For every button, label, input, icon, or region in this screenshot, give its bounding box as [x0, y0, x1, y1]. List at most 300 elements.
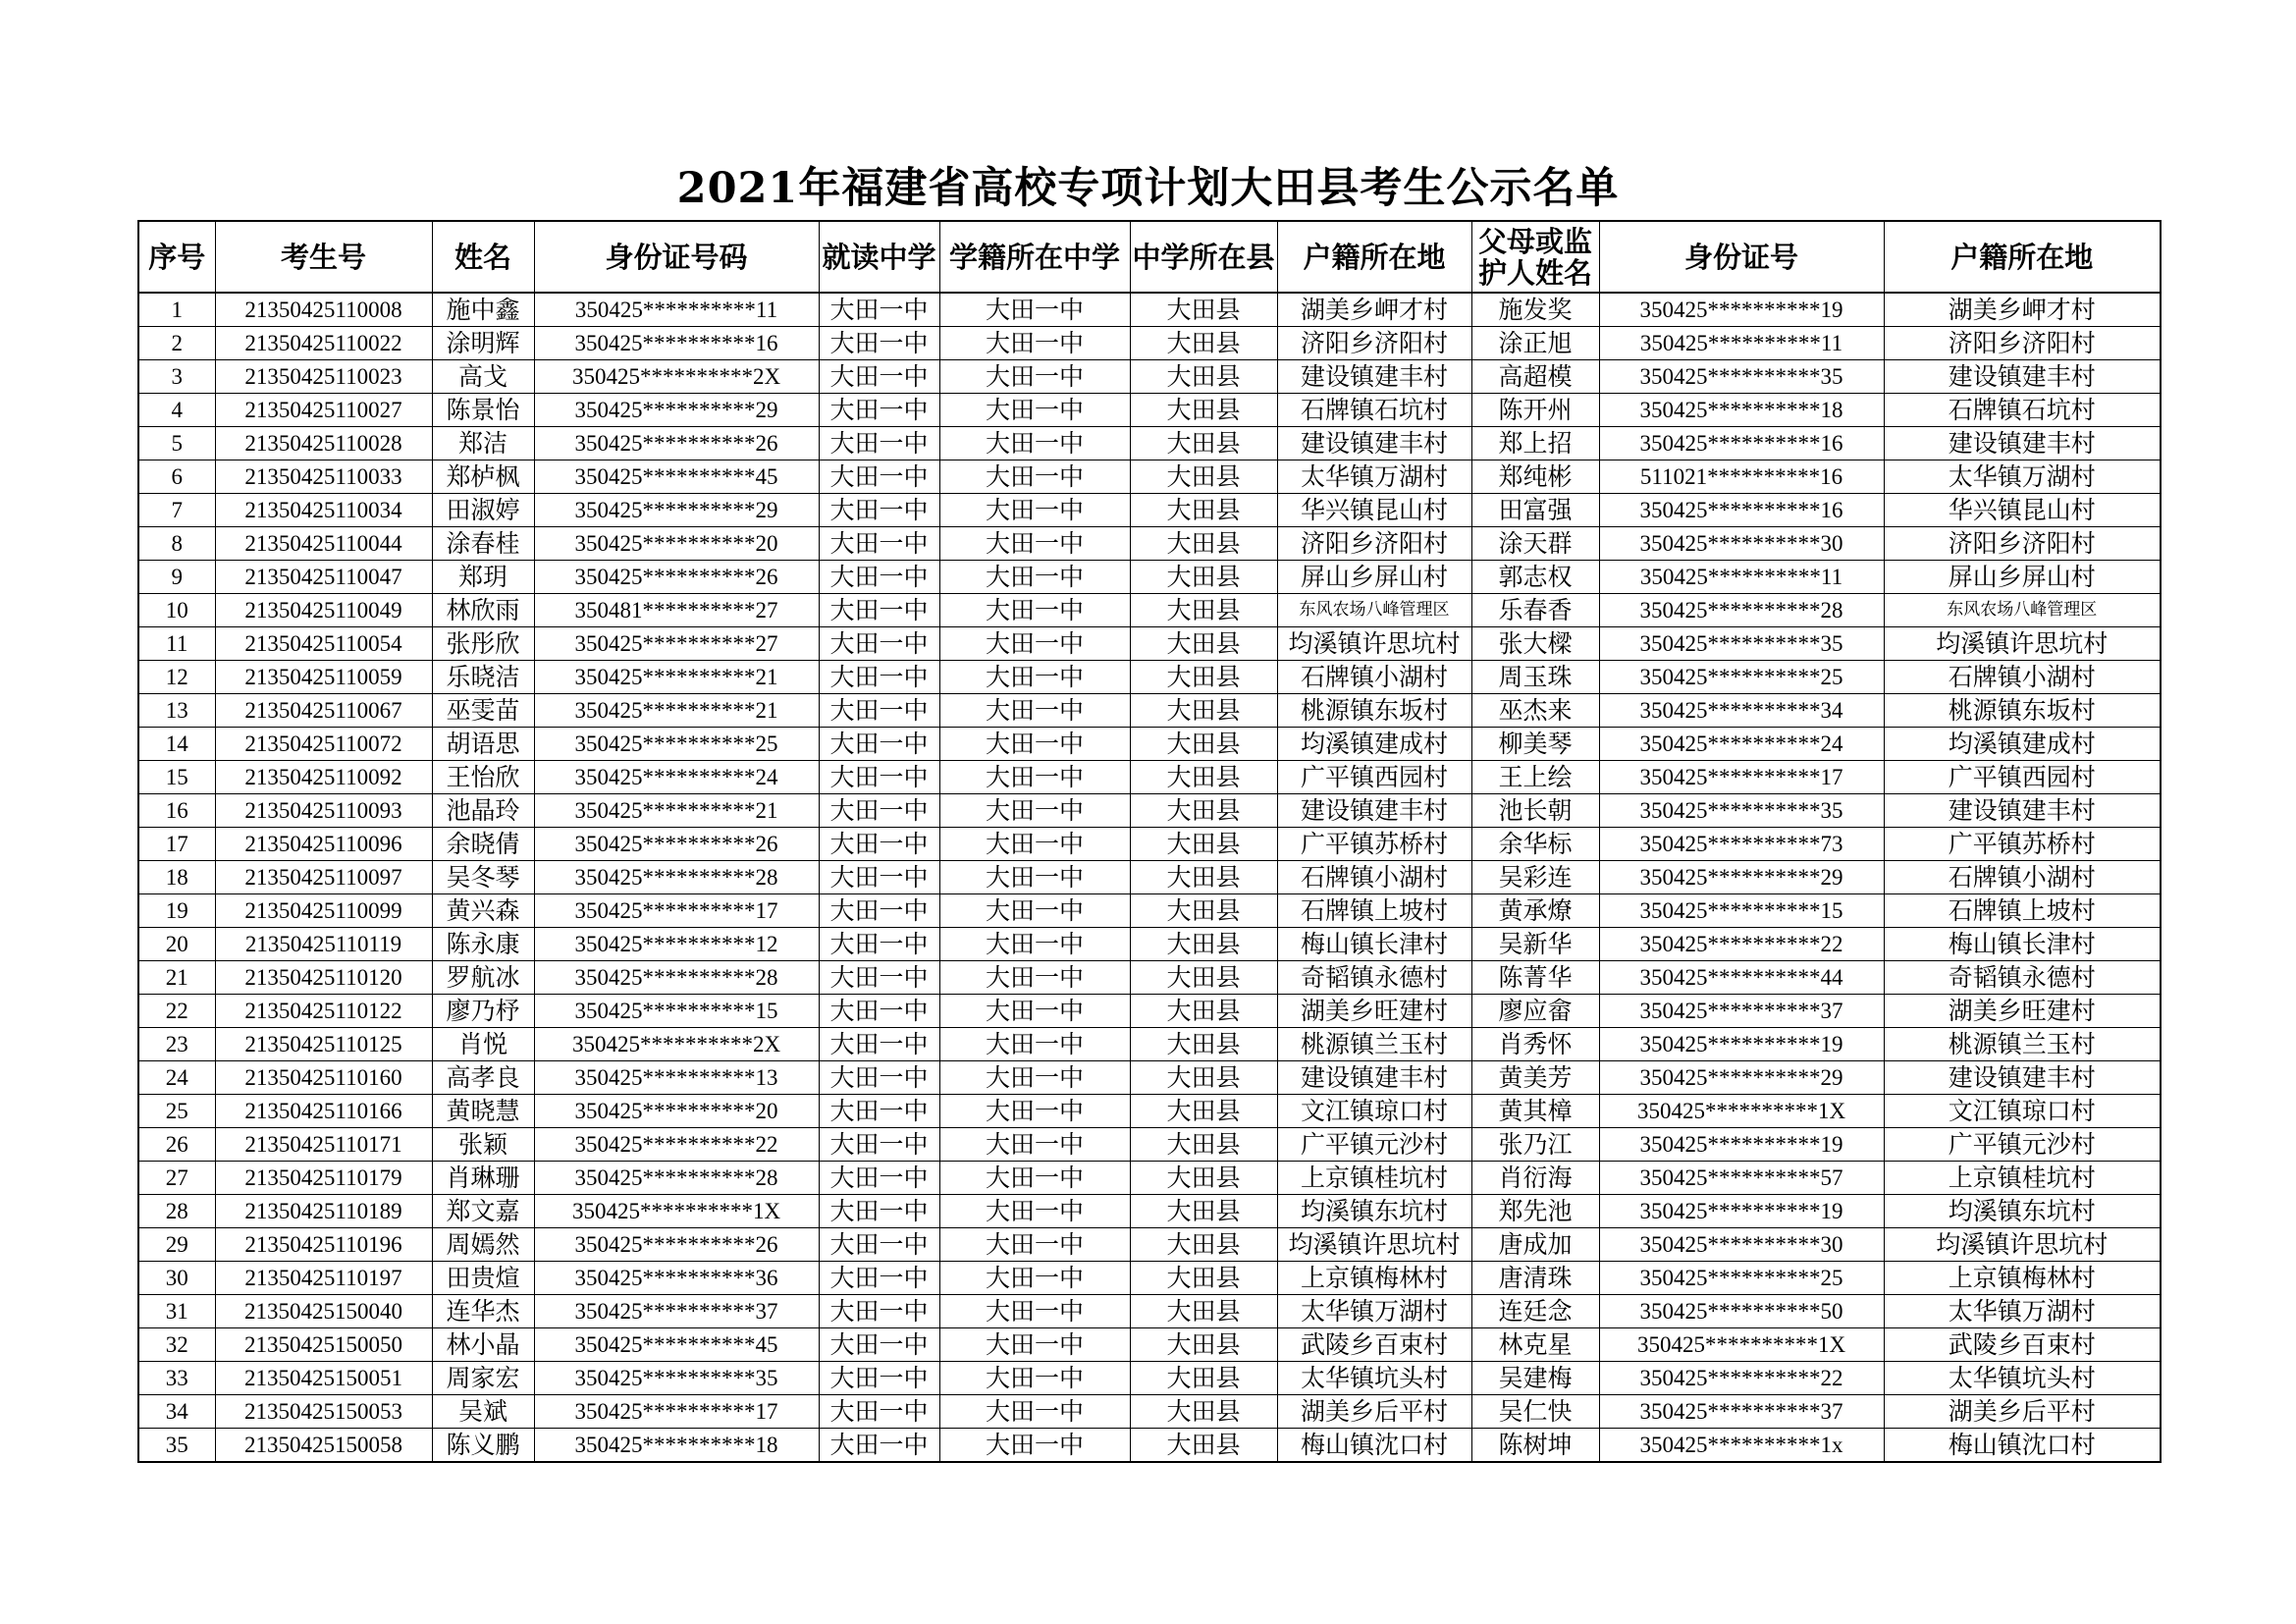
current-school-cell: 大田一中	[819, 1362, 939, 1395]
name-cell: 吴冬琴	[432, 861, 534, 894]
guardian-id-cell: 350425**********16	[1599, 494, 1884, 527]
registered-school-cell: 大田一中	[939, 694, 1130, 728]
name-cell: 高戈	[432, 360, 534, 394]
candidate-no-cell: 21350425150040	[215, 1295, 432, 1328]
registered-school-cell: 大田一中	[939, 1128, 1130, 1162]
school-county-cell: 大田县	[1130, 661, 1277, 694]
registered-school-cell: 大田一中	[939, 1362, 1130, 1395]
household-location-cell: 建设镇建丰村	[1277, 794, 1471, 828]
table-row	[138, 1228, 2161, 1262]
guardian-household-cell: 建设镇建丰村	[1884, 427, 2161, 460]
guardian-household-cell: 均溪镇建成村	[1884, 728, 2161, 761]
candidate-no-cell: 21350425110179	[215, 1162, 432, 1195]
candidate-no-cell: 21350425110196	[215, 1228, 432, 1262]
household-location-cell: 济阳乡济阳村	[1277, 527, 1471, 561]
current-school-cell: 大田一中	[819, 1195, 939, 1228]
registered-school-cell: 大田一中	[939, 327, 1130, 360]
school-county-cell: 大田县	[1130, 1429, 1277, 1463]
student-list-table	[137, 220, 2162, 1463]
guardian-id-cell: 350425**********19	[1599, 1128, 1884, 1162]
school-county-cell: 大田县	[1130, 1262, 1277, 1295]
id-number-cell: 350481**********27	[534, 594, 819, 627]
seq-cell: 21	[138, 961, 215, 995]
current-school-cell: 大田一中	[819, 1061, 939, 1095]
current-school-cell: 大田一中	[819, 527, 939, 561]
guardian-household-cell: 太华镇万湖村	[1884, 1295, 2161, 1328]
registered-school-cell: 大田一中	[939, 594, 1130, 627]
registered-school-cell: 大田一中	[939, 1028, 1130, 1061]
current-school-cell: 大田一中	[819, 394, 939, 427]
guardian-id-cell: 350425**********29	[1599, 861, 1884, 894]
guardian-id-cell: 350425**********29	[1599, 1061, 1884, 1095]
guardian-household-cell: 均溪镇东坑村	[1884, 1195, 2161, 1228]
school-county-cell: 大田县	[1130, 728, 1277, 761]
guardian-household-cell: 石牌镇小湖村	[1884, 661, 2161, 694]
registered-school-cell: 大田一中	[939, 1262, 1130, 1295]
table-row	[138, 661, 2161, 694]
candidate-no-cell: 21350425110028	[215, 427, 432, 460]
guardian-household-cell: 桃源镇兰玉村	[1884, 1028, 2161, 1061]
table-row	[138, 627, 2161, 661]
guardian-household-cell: 武陵乡百束村	[1884, 1328, 2161, 1362]
seq-cell: 31	[138, 1295, 215, 1328]
current-school-cell: 大田一中	[819, 694, 939, 728]
guardian-name-cell: 林克星	[1471, 1328, 1599, 1362]
candidate-no-cell: 21350425110093	[215, 794, 432, 828]
id-number-cell: 350425**********21	[534, 661, 819, 694]
guardian-household-cell: 梅山镇长津村	[1884, 928, 2161, 961]
registered-school-cell: 大田一中	[939, 527, 1130, 561]
current-school-cell: 大田一中	[819, 995, 939, 1028]
household-location-cell: 太华镇万湖村	[1277, 1295, 1471, 1328]
id-number-cell: 350425**********2X	[534, 1028, 819, 1061]
household-location-cell: 文江镇琼口村	[1277, 1095, 1471, 1128]
current-school-cell: 大田一中	[819, 1328, 939, 1362]
registered-school-cell: 大田一中	[939, 861, 1130, 894]
table-row	[138, 894, 2161, 928]
candidate-no-cell: 21350425110125	[215, 1028, 432, 1061]
name-cell: 周家宏	[432, 1362, 534, 1395]
table-header-row	[138, 221, 2161, 293]
school-county-cell: 大田县	[1130, 1395, 1277, 1429]
current-school-cell: 大田一中	[819, 427, 939, 460]
table-row	[138, 327, 2161, 360]
id-number-cell: 350425**********45	[534, 1328, 819, 1362]
table-row	[138, 861, 2161, 894]
id-number-cell: 350425**********2X	[534, 360, 819, 394]
header-guardian-id: 身份证号	[1599, 221, 1884, 293]
table-row	[138, 427, 2161, 460]
registered-school-cell: 大田一中	[939, 427, 1130, 460]
guardian-name-cell: 池长朝	[1471, 794, 1599, 828]
guardian-id-cell: 350425**********24	[1599, 728, 1884, 761]
registered-school-cell: 大田一中	[939, 1095, 1130, 1128]
guardian-id-cell: 350425**********50	[1599, 1295, 1884, 1328]
id-number-cell: 350425**********26	[534, 561, 819, 594]
household-location-cell: 上京镇梅林村	[1277, 1262, 1471, 1295]
name-cell: 涂明辉	[432, 327, 534, 360]
guardian-household-cell: 太华镇万湖村	[1884, 460, 2161, 494]
id-number-cell: 350425**********21	[534, 694, 819, 728]
current-school-cell: 大田一中	[819, 594, 939, 627]
guardian-name-cell: 吴建梅	[1471, 1362, 1599, 1395]
registered-school-cell: 大田一中	[939, 360, 1130, 394]
current-school-cell: 大田一中	[819, 494, 939, 527]
candidate-no-cell: 21350425110059	[215, 661, 432, 694]
candidate-no-cell: 21350425110197	[215, 1262, 432, 1295]
current-school-cell: 大田一中	[819, 1295, 939, 1328]
table-row	[138, 494, 2161, 527]
guardian-household-cell: 建设镇建丰村	[1884, 360, 2161, 394]
guardian-name-cell: 唐成加	[1471, 1228, 1599, 1262]
seq-cell: 13	[138, 694, 215, 728]
name-cell: 陈景怡	[432, 394, 534, 427]
household-location-cell: 湖美乡旺建村	[1277, 995, 1471, 1028]
candidate-no-cell: 21350425110097	[215, 861, 432, 894]
candidate-no-cell: 21350425110166	[215, 1095, 432, 1128]
school-county-cell: 大田县	[1130, 694, 1277, 728]
name-cell: 周嫣然	[432, 1228, 534, 1262]
current-school-cell: 大田一中	[819, 828, 939, 861]
name-cell: 肖悦	[432, 1028, 534, 1061]
candidate-no-cell: 21350425110096	[215, 828, 432, 861]
guardian-household-cell: 上京镇梅林村	[1884, 1262, 2161, 1295]
name-cell: 连华杰	[432, 1295, 534, 1328]
header-household-location: 户籍所在地	[1277, 221, 1471, 293]
candidate-no-cell: 21350425110022	[215, 327, 432, 360]
guardian-id-cell: 350425**********22	[1599, 928, 1884, 961]
guardian-id-cell: 350425**********57	[1599, 1162, 1884, 1195]
id-number-cell: 350425**********13	[534, 1061, 819, 1095]
header-name: 姓名	[432, 221, 534, 293]
guardian-name-cell: 周玉珠	[1471, 661, 1599, 694]
header-guardian-name: 父母或监护人姓名	[1471, 221, 1599, 293]
candidate-no-cell: 21350425110160	[215, 1061, 432, 1095]
guardian-name-cell: 吴仁快	[1471, 1395, 1599, 1429]
table-row	[138, 1162, 2161, 1195]
school-county-cell: 大田县	[1130, 1162, 1277, 1195]
guardian-id-cell: 350425**********11	[1599, 561, 1884, 594]
name-cell: 郑洁	[432, 427, 534, 460]
household-location-cell: 广平镇苏桥村	[1277, 828, 1471, 861]
guardian-name-cell: 黄承燎	[1471, 894, 1599, 928]
candidate-no-cell: 21350425150050	[215, 1328, 432, 1362]
school-county-cell: 大田县	[1130, 1362, 1277, 1395]
guardian-id-cell: 511021**********16	[1599, 460, 1884, 494]
header-candidate-no: 考生号	[215, 221, 432, 293]
current-school-cell: 大田一中	[819, 928, 939, 961]
school-county-cell: 大田县	[1130, 527, 1277, 561]
name-cell: 林欣雨	[432, 594, 534, 627]
table-row	[138, 460, 2161, 494]
candidate-no-cell: 21350425110119	[215, 928, 432, 961]
name-cell: 池晶玲	[432, 794, 534, 828]
guardian-id-cell: 350425**********17	[1599, 761, 1884, 794]
guardian-household-cell: 屏山乡屏山村	[1884, 561, 2161, 594]
id-number-cell: 350425**********12	[534, 928, 819, 961]
candidate-no-cell: 21350425110049	[215, 594, 432, 627]
guardian-name-cell: 田富强	[1471, 494, 1599, 527]
table-row	[138, 1395, 2161, 1429]
header-school-county: 中学所在县	[1130, 221, 1277, 293]
school-county-cell: 大田县	[1130, 394, 1277, 427]
table-row	[138, 1195, 2161, 1228]
table-row	[138, 394, 2161, 427]
seq-cell: 11	[138, 627, 215, 661]
current-school-cell: 大田一中	[819, 1395, 939, 1429]
table-row	[138, 728, 2161, 761]
current-school-cell: 大田一中	[819, 1429, 939, 1463]
guardian-name-cell: 郭志权	[1471, 561, 1599, 594]
guardian-name-cell: 黄美芳	[1471, 1061, 1599, 1095]
school-county-cell: 大田县	[1130, 995, 1277, 1028]
household-location-cell: 石牌镇小湖村	[1277, 661, 1471, 694]
guardian-id-cell: 350425**********16	[1599, 427, 1884, 460]
table-row	[138, 1128, 2161, 1162]
guardian-household-cell: 桃源镇东坂村	[1884, 694, 2161, 728]
guardian-household-cell: 湖美乡后平村	[1884, 1395, 2161, 1429]
guardian-id-cell: 350425**********22	[1599, 1362, 1884, 1395]
guardian-household-cell: 广平镇元沙村	[1884, 1128, 2161, 1162]
school-county-cell: 大田县	[1130, 1061, 1277, 1095]
current-school-cell: 大田一中	[819, 1262, 939, 1295]
school-county-cell: 大田县	[1130, 861, 1277, 894]
registered-school-cell: 大田一中	[939, 928, 1130, 961]
guardian-name-cell: 王上绘	[1471, 761, 1599, 794]
guardian-name-cell: 连廷念	[1471, 1295, 1599, 1328]
school-county-cell: 大田县	[1130, 828, 1277, 861]
guardian-id-cell: 350425**********1X	[1599, 1328, 1884, 1362]
guardian-name-cell: 黄其樟	[1471, 1095, 1599, 1128]
name-cell: 黄兴森	[432, 894, 534, 928]
seq-cell: 27	[138, 1162, 215, 1195]
guardian-id-cell: 350425**********35	[1599, 794, 1884, 828]
seq-cell: 19	[138, 894, 215, 928]
guardian-household-cell: 建设镇建丰村	[1884, 794, 2161, 828]
current-school-cell: 大田一中	[819, 1028, 939, 1061]
table-row	[138, 1429, 2161, 1463]
seq-cell: 7	[138, 494, 215, 527]
guardian-household-cell: 广平镇苏桥村	[1884, 828, 2161, 861]
seq-cell: 15	[138, 761, 215, 794]
name-cell: 田贵煊	[432, 1262, 534, 1295]
current-school-cell: 大田一中	[819, 728, 939, 761]
id-number-cell: 350425**********11	[534, 293, 819, 327]
current-school-cell: 大田一中	[819, 761, 939, 794]
candidate-no-cell: 21350425110023	[215, 360, 432, 394]
guardian-name-cell: 涂正旭	[1471, 327, 1599, 360]
guardian-name-cell: 张大樑	[1471, 627, 1599, 661]
table-row	[138, 794, 2161, 828]
candidate-no-cell: 21350425150051	[215, 1362, 432, 1395]
seq-cell: 28	[138, 1195, 215, 1228]
registered-school-cell: 大田一中	[939, 1395, 1130, 1429]
id-number-cell: 350425**********20	[534, 527, 819, 561]
id-number-cell: 350425**********21	[534, 794, 819, 828]
registered-school-cell: 大田一中	[939, 961, 1130, 995]
guardian-household-cell: 梅山镇沈口村	[1884, 1429, 2161, 1463]
seq-cell: 30	[138, 1262, 215, 1295]
id-number-cell: 350425**********35	[534, 1362, 819, 1395]
id-number-cell: 350425**********17	[534, 1395, 819, 1429]
registered-school-cell: 大田一中	[939, 728, 1130, 761]
household-location-cell: 华兴镇昆山村	[1277, 494, 1471, 527]
guardian-name-cell: 郑纯彬	[1471, 460, 1599, 494]
school-county-cell: 大田县	[1130, 327, 1277, 360]
id-number-cell: 350425**********45	[534, 460, 819, 494]
school-county-cell: 大田县	[1130, 1028, 1277, 1061]
guardian-id-cell: 350425**********1x	[1599, 1429, 1884, 1463]
guardian-id-cell: 350425**********34	[1599, 694, 1884, 728]
seq-cell: 29	[138, 1228, 215, 1262]
household-location-cell: 湖美乡后平村	[1277, 1395, 1471, 1429]
seq-cell: 14	[138, 728, 215, 761]
school-county-cell: 大田县	[1130, 594, 1277, 627]
guardian-id-cell: 350425**********25	[1599, 1262, 1884, 1295]
guardian-name-cell: 余华标	[1471, 828, 1599, 861]
guardian-name-cell: 涂天群	[1471, 527, 1599, 561]
current-school-cell: 大田一中	[819, 460, 939, 494]
seq-cell: 33	[138, 1362, 215, 1395]
current-school-cell: 大田一中	[819, 894, 939, 928]
current-school-cell: 大田一中	[819, 794, 939, 828]
table-row	[138, 1295, 2161, 1328]
guardian-id-cell: 350425**********11	[1599, 327, 1884, 360]
guardian-name-cell: 郑先池	[1471, 1195, 1599, 1228]
guardian-name-cell: 施发奖	[1471, 293, 1599, 327]
candidate-no-cell: 21350425110122	[215, 995, 432, 1028]
seq-cell: 35	[138, 1429, 215, 1463]
id-number-cell: 350425**********26	[534, 828, 819, 861]
household-location-cell: 石牌镇上坡村	[1277, 894, 1471, 928]
name-cell: 郑栌枫	[432, 460, 534, 494]
table-row	[138, 1262, 2161, 1295]
registered-school-cell: 大田一中	[939, 1429, 1130, 1463]
table-row	[138, 527, 2161, 561]
name-cell: 郑文嘉	[432, 1195, 534, 1228]
registered-school-cell: 大田一中	[939, 894, 1130, 928]
household-location-cell: 湖美乡岬才村	[1277, 293, 1471, 327]
seq-cell: 34	[138, 1395, 215, 1429]
guardian-household-cell: 石牌镇石坑村	[1884, 394, 2161, 427]
table-row	[138, 360, 2161, 394]
table-row	[138, 594, 2161, 627]
header-registered-school: 学籍所在中学	[939, 221, 1130, 293]
table-row	[138, 694, 2161, 728]
candidate-no-cell: 21350425150058	[215, 1429, 432, 1463]
header-current-school: 就读中学	[819, 221, 939, 293]
table-row	[138, 1362, 2161, 1395]
guardian-name-cell: 吴新华	[1471, 928, 1599, 961]
name-cell: 罗航冰	[432, 961, 534, 995]
id-number-cell: 350425**********26	[534, 1228, 819, 1262]
registered-school-cell: 大田一中	[939, 1295, 1130, 1328]
name-cell: 肖琳珊	[432, 1162, 534, 1195]
guardian-household-cell: 文江镇琼口村	[1884, 1095, 2161, 1128]
id-number-cell: 350425**********36	[534, 1262, 819, 1295]
id-number-cell: 350425**********24	[534, 761, 819, 794]
school-county-cell: 大田县	[1130, 961, 1277, 995]
header-seq: 序号	[138, 221, 215, 293]
school-county-cell: 大田县	[1130, 1128, 1277, 1162]
guardian-name-cell: 陈树坤	[1471, 1429, 1599, 1463]
guardian-id-cell: 350425**********25	[1599, 661, 1884, 694]
current-school-cell: 大田一中	[819, 861, 939, 894]
current-school-cell: 大田一中	[819, 1162, 939, 1195]
guardian-household-cell: 均溪镇许思坑村	[1884, 1228, 2161, 1262]
name-cell: 张彤欣	[432, 627, 534, 661]
seq-cell: 3	[138, 360, 215, 394]
id-number-cell: 350425**********28	[534, 961, 819, 995]
registered-school-cell: 大田一中	[939, 828, 1130, 861]
name-cell: 陈义鹏	[432, 1429, 534, 1463]
id-number-cell: 350425**********22	[534, 1128, 819, 1162]
guardian-name-cell: 吴彩连	[1471, 861, 1599, 894]
guardian-name-cell: 唐清珠	[1471, 1262, 1599, 1295]
seq-cell: 23	[138, 1028, 215, 1061]
guardian-id-cell: 350425**********30	[1599, 1228, 1884, 1262]
guardian-id-cell: 350425**********37	[1599, 995, 1884, 1028]
guardian-household-cell: 太华镇坑头村	[1884, 1362, 2161, 1395]
guardian-household-cell: 上京镇桂坑村	[1884, 1162, 2161, 1195]
table-row	[138, 293, 2161, 327]
guardian-id-cell: 350425**********37	[1599, 1395, 1884, 1429]
table-row	[138, 1028, 2161, 1061]
school-county-cell: 大田县	[1130, 1195, 1277, 1228]
guardian-household-cell: 石牌镇小湖村	[1884, 861, 2161, 894]
guardian-household-cell: 东风农场八峰管理区	[1884, 594, 2161, 627]
registered-school-cell: 大田一中	[939, 627, 1130, 661]
id-number-cell: 350425**********16	[534, 327, 819, 360]
name-cell: 黄晓慧	[432, 1095, 534, 1128]
guardian-household-cell: 建设镇建丰村	[1884, 1061, 2161, 1095]
guardian-id-cell: 350425**********15	[1599, 894, 1884, 928]
school-county-cell: 大田县	[1130, 928, 1277, 961]
registered-school-cell: 大田一中	[939, 1195, 1130, 1228]
candidate-no-cell: 21350425110072	[215, 728, 432, 761]
name-cell: 王怡欣	[432, 761, 534, 794]
household-location-cell: 均溪镇东坑村	[1277, 1195, 1471, 1228]
seq-cell: 10	[138, 594, 215, 627]
registered-school-cell: 大田一中	[939, 995, 1130, 1028]
registered-school-cell: 大田一中	[939, 1162, 1130, 1195]
name-cell: 乐晓洁	[432, 661, 534, 694]
guardian-name-cell: 巫杰来	[1471, 694, 1599, 728]
name-cell: 陈永康	[432, 928, 534, 961]
candidate-no-cell: 21350425110033	[215, 460, 432, 494]
seq-cell: 2	[138, 327, 215, 360]
name-cell: 吴斌	[432, 1395, 534, 1429]
registered-school-cell: 大田一中	[939, 1061, 1130, 1095]
seq-cell: 25	[138, 1095, 215, 1128]
id-number-cell: 350425**********1X	[534, 1195, 819, 1228]
candidate-no-cell: 21350425110171	[215, 1128, 432, 1162]
household-location-cell: 广平镇元沙村	[1277, 1128, 1471, 1162]
school-county-cell: 大田县	[1130, 293, 1277, 327]
current-school-cell: 大田一中	[819, 327, 939, 360]
candidate-no-cell: 21350425110008	[215, 293, 432, 327]
name-cell: 涂春桂	[432, 527, 534, 561]
guardian-name-cell: 廖应畲	[1471, 995, 1599, 1028]
school-county-cell: 大田县	[1130, 427, 1277, 460]
seq-cell: 20	[138, 928, 215, 961]
current-school-cell: 大田一中	[819, 1228, 939, 1262]
school-county-cell: 大田县	[1130, 794, 1277, 828]
household-location-cell: 建设镇建丰村	[1277, 360, 1471, 394]
school-county-cell: 大田县	[1130, 360, 1277, 394]
guardian-id-cell: 350425**********1X	[1599, 1095, 1884, 1128]
guardian-name-cell: 肖衍海	[1471, 1162, 1599, 1195]
